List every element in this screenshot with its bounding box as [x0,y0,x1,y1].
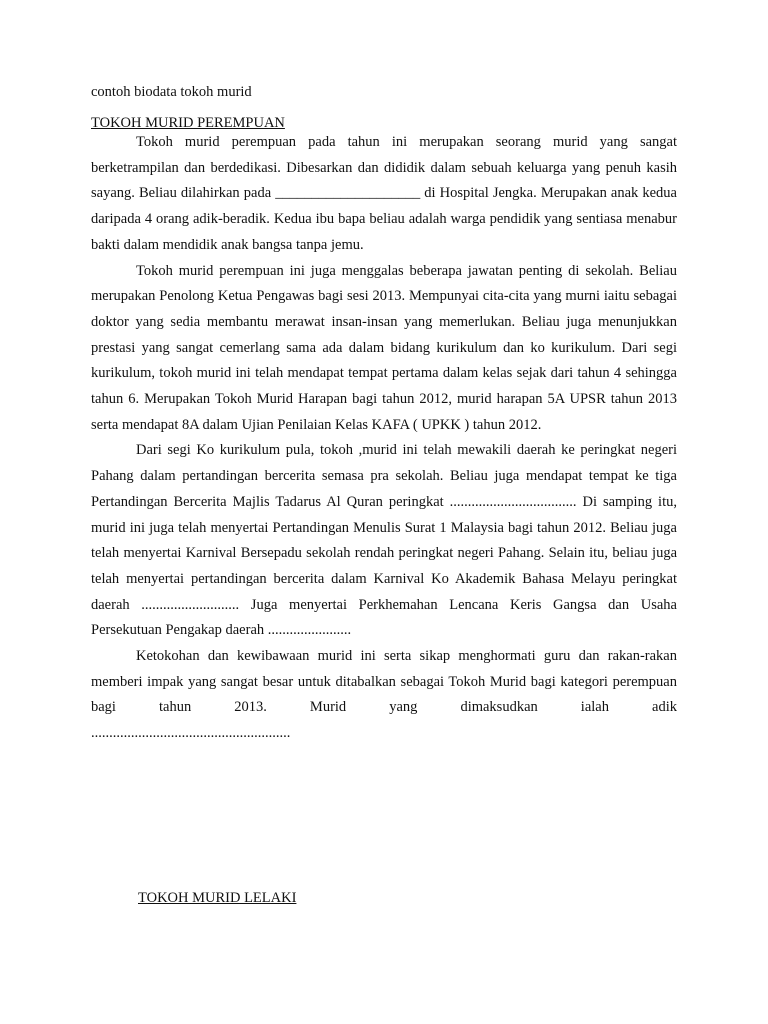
document-title: contoh biodata tokoh murid [91,84,252,100]
paragraph-2: Tokoh murid perempuan ini juga menggalas beberapa jawatan penting di sekolah. Beliau merupakan Penolong Ketua Pengawas bagi sesi 2013. Mempunyai cita-cita yang murni iaitu sebagai doktor yang sedia membantu merawat insan-insan yang memerlukan. Beliau juga menunjukkan prestasi yang sangat cemerlang sama ada dalam bidang kurikulum dan ko kurikulum. Dari segi kurikulum, tokoh murid ini telah mendapat tempat pertama dalam kelas sejak dari tahun 4 sehingga tahun 6. Merupakan Tokoh Murid Harapan bagi tahun 2012, murid harapan 5A UPSR tahun 2013 serta mendapat 8A dalam Ujian Penilaian Kelas KAFA ( UPKK ) tahun 2012. [91,262,677,433]
section-heading-female: TOKOH MURID PEREMPUAN [91,115,285,131]
name-blank-dots: ....................................................... [91,725,291,742]
section-heading-male: TOKOH MURID LELAKI [138,890,297,906]
paragraph-4 [91,644,677,747]
paragraph-4-text: Ketokohan dan kewibawaan murid ini serta sikap menghormati guru dan rakan-rakan memberi impak yang sangat besar untuk ditabalkan sebagai Tokoh Murid bagi kategori perempuan bagi tahun 2013. Murid yang dimaksudkan ialah adik [91,648,677,716]
document-page [91,82,677,747]
paragraph-1: Tokoh murid perempuan pada tahun ini merupakan seorang murid yang sangat berketrampilan dan berdedikasi. Dibesarkan dan dididik dalam sebuah keluarga yang penuh kasih sayang. Beliau dilahirkan pada ____________________ di Hospital Jengka. Merupakan anak kedua daripada 4 orang adik-beradik. Kedua ibu bapa beliau adalah warga pendidik yang sentiasa menabur bakti dalam mendidik anak bangsa tanpa jemu. [91,134,677,253]
paragraph-3: Dari segi Ko kurikulum pula, tokoh ,murid ini telah mewakili daerah ke peringkat negeri Pahang dalam pertandingan bercerita semasa pra sekolah. Beliau juga mendapat tempat ke tiga Pertandingan Bercerita Majlis Tadarus Al Quran peringkat ................................... Di samping itu, murid ini juga telah menyertai Pertandingan Menulis Surat 1 Malaysia bagi tahun 2012. Beliau juga telah menyertai Karnival Bersepadu sekolah rendah peringkat negeri Pahang. Selain itu, beliau juga telah menyertai pertandingan bercerita dalam Karnival Ko Akademik Bahasa Melayu peringkat daerah ........................... Juga menyertai Perkhemahan Lencana Keris Gangsa dan Usaha Persekutuan Pengakap daerah ....................... [91,442,677,639]
